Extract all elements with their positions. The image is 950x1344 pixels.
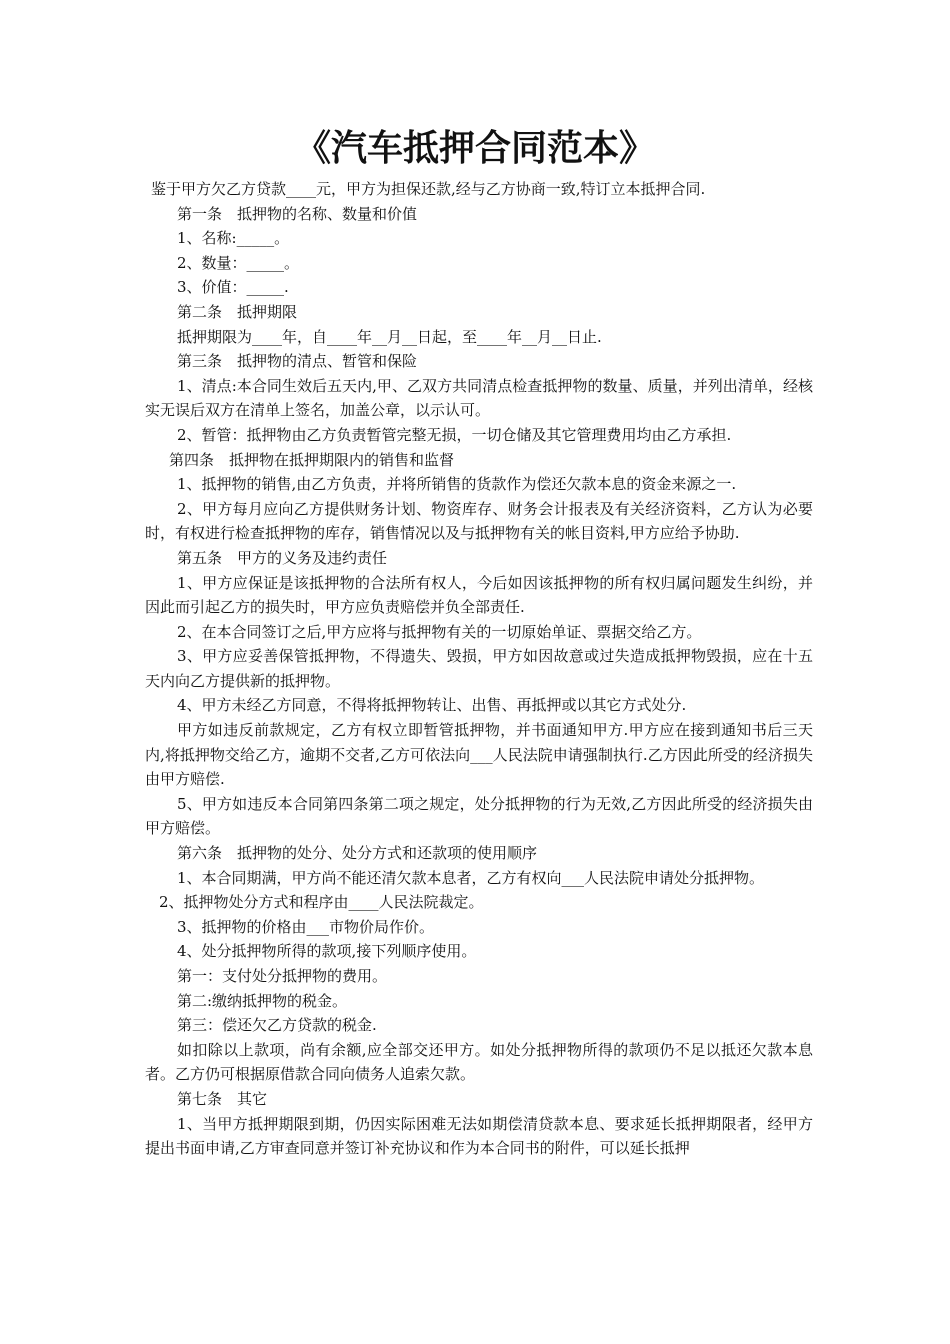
paragraph: 3、价值：_____. — [177, 278, 289, 297]
paragraph: 3、抵押物的价格由___市物价局作价。 — [177, 917, 435, 936]
paragraph: 第一条 抵押物的名称、数量和价值 — [177, 204, 418, 223]
paragraph: 1、本合同期满，甲方尚不能还清欠款本息者，乙方有权向___人民法院申请处分抵押物。 — [177, 868, 765, 887]
document-title: 《汽车抵押合同范本》 — [294, 127, 655, 169]
paragraph: 第二条 抵押期限 — [177, 302, 298, 321]
document-body — [145, 177, 813, 1161]
paragraph: 3、甲方应妥善保管抵押物，不得遗失、毁损，甲方如因故意或过失造成抵押物毁损，应在十五天内向乙方提供新的抵押物。 — [145, 647, 813, 690]
paragraph: 抵押期限为____年，自____年__月__日起，至____年__月__日止. — [177, 327, 602, 346]
paragraph: 1、抵押物的销售,由乙方负责，并将所销售的货款作为偿还欠款本息的资金来源之一. — [177, 475, 737, 494]
paragraph: 2、甲方每月应向乙方提供财务计划、物资库存、财务会计报表及有关经济资料，乙方认为必要时，有权进行检查抵押物的库存，销售情况以及与抵押物有关的帐目资料,甲方应给予协助. — [145, 499, 813, 543]
paragraph: 第四条 抵押物在抵押期限内的销售和监督 — [169, 450, 455, 469]
paragraph: 5、甲方如违反本合同第四条第二项之规定，处分抵押物的行为无效,乙方因此所受的经济损失由甲方赔偿。 — [145, 794, 813, 838]
paragraph: 第三条 抵押物的清点、暂管和保险 — [177, 352, 418, 371]
paragraph: 2、在本合同签订之后,甲方应将与抵押物有关的一切原始单证、票据交给乙方。 — [177, 622, 702, 641]
paragraph: 2、数量：_____。 — [177, 253, 300, 272]
paragraph: 第一：支付处分抵押物的费用。 — [177, 967, 388, 985]
paragraph: 1、当甲方抵押期限到期，仍因实际困难无法如期偿清贷款本息、要求延长抵押期限者，经甲方提出书面申请,乙方审查同意并签订补充协议和作为本合同书的附件，可以延长抵押 — [145, 1114, 813, 1158]
paragraph: 第六条 抵押物的处分、处分方式和还款项的使用顺序 — [177, 844, 538, 863]
paragraph: 1、甲方应保证是该抵押物的合法所有权人，今后如因该抵押物的所有权归属问题发生纠纷，并因此而引起乙方的损失时，甲方应负责赔偿并负全部责任. — [145, 573, 813, 617]
paragraph: 2、暂管：抵押物由乙方负责暂管完整无损，一切仓储及其它管理费用均由乙方承担. — [177, 425, 732, 444]
paragraph: 第五条 甲方的义务及违约责任 — [177, 548, 388, 567]
paragraph: 鉴于甲方欠乙方贷款____元，甲方为担保还款,经与乙方协商一致,特订立本抵押合同. — [151, 180, 706, 198]
paragraph: 甲方如违反前款规定，乙方有权立即暂管抵押物，并书面通知甲方.甲方应在接到通知书后三天内,将抵押物交给乙方，逾期不交者,乙方可依法向___人民法院申请强制执行.乙方因此所受的经济损失由甲方赔偿. — [145, 721, 813, 789]
paragraph: 4、甲方未经乙方同意，不得将抵押物转让、出售、再抵押或以其它方式处分. — [177, 696, 687, 715]
paragraph: 1、名称:_____。 — [177, 229, 290, 248]
paragraph: 第七条 其它 — [177, 1089, 268, 1108]
paragraph: 第三：偿还欠乙方贷款的税金. — [177, 1016, 377, 1035]
paragraph: 第二:缴纳抵押物的税金。 — [177, 991, 348, 1010]
paragraph: 如扣除以上款项，尚有余额,应全部交还甲方。如处分抵押物所得的款项仍不足以抵还欠款本息者。乙方仍可根据原借款合同向债务人追索欠款。 — [145, 1040, 813, 1084]
paragraph: 1、清点:本合同生效后五天内,甲、乙双方共同清点检查抵押物的数量、质量，并列出清单，经核实无误后双方在清单上签名，加盖公章，以示认可。 — [145, 376, 813, 420]
paragraph: 2、抵押物处分方式和程序由____人民法院裁定。 — [159, 893, 484, 912]
paragraph: 4、处分抵押物所得的款项,接下列顺序使用。 — [177, 942, 477, 961]
